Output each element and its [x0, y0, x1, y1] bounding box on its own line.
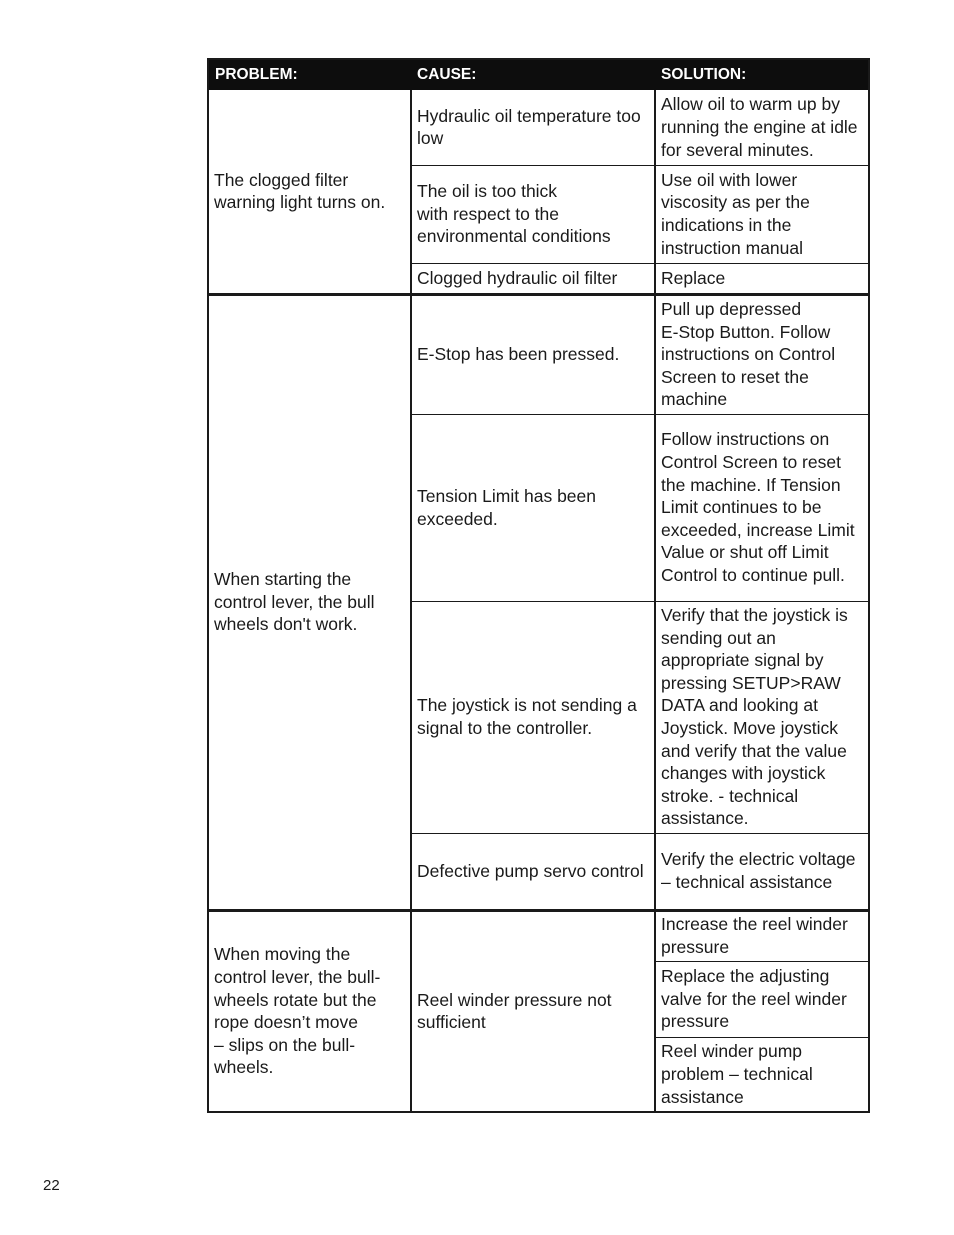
- solution-cell: Pull up depressed E-Stop Button. Follow instructions on Control Screen to reset the machine: [655, 294, 869, 414]
- cause-cell: Tension Limit has been exceeded.: [411, 414, 655, 601]
- solution-cell: Allow oil to warm up by running the engine at idle for several minutes.: [655, 90, 869, 165]
- cause-cell: The oil is too thick with respect to the environmental conditions: [411, 165, 655, 263]
- solution-cell: Verify the electric voltage – technical assistance: [655, 833, 869, 910]
- problem-cell: When starting the control lever, the bull wheels don't work.: [208, 294, 411, 910]
- header-problem: PROBLEM:: [208, 59, 411, 90]
- table-row: [208, 90, 869, 165]
- header-cause: CAUSE:: [411, 59, 655, 90]
- table-row: [208, 910, 869, 961]
- cause-cell: Reel winder pressure not sufficient: [411, 910, 655, 1112]
- troubleshooting-table: [207, 58, 870, 1113]
- cause-cell: Defective pump servo control: [411, 833, 655, 910]
- solution-cell: Reel winder pump problem – technical assistance: [655, 1037, 869, 1112]
- solution-cell: Use oil with lower viscosity as per the indications in the instruction manual: [655, 165, 869, 263]
- solution-cell: Verify that the joystick is sending out an appropriate signal by pressing SETUP>RAW DATA and looking at Joystick. Move joystick and verify that the value changes with joystick stroke. - technical assistance.: [655, 601, 869, 833]
- problem-cell: The clogged filter warning light turns on.: [208, 90, 411, 294]
- header-solution: SOLUTION:: [655, 59, 869, 90]
- table-header-row: [208, 59, 869, 90]
- solution-cell: Follow instructions on Control Screen to reset the machine. If Tension Limit continues to be exceeded, increase Limit Value or shut off Limit Control to continue pull.: [655, 414, 869, 601]
- cause-cell: E-Stop has been pressed.: [411, 294, 655, 414]
- cause-cell: The joystick is not sending a signal to the controller.: [411, 601, 655, 833]
- cause-cell: Hydraulic oil temperature too low: [411, 90, 655, 165]
- solution-cell: Replace the adjusting valve for the reel winder pressure: [655, 961, 869, 1037]
- solution-cell: Increase the reel winder pressure: [655, 910, 869, 961]
- page-number: 22: [43, 1177, 60, 1194]
- table-row: [208, 294, 869, 414]
- solution-cell: Replace: [655, 263, 869, 294]
- cause-cell: Clogged hydraulic oil filter: [411, 263, 655, 294]
- problem-cell: When moving the control lever, the bull-wheels rotate but the rope doesn’t move – slips on the bull-wheels.: [208, 910, 411, 1112]
